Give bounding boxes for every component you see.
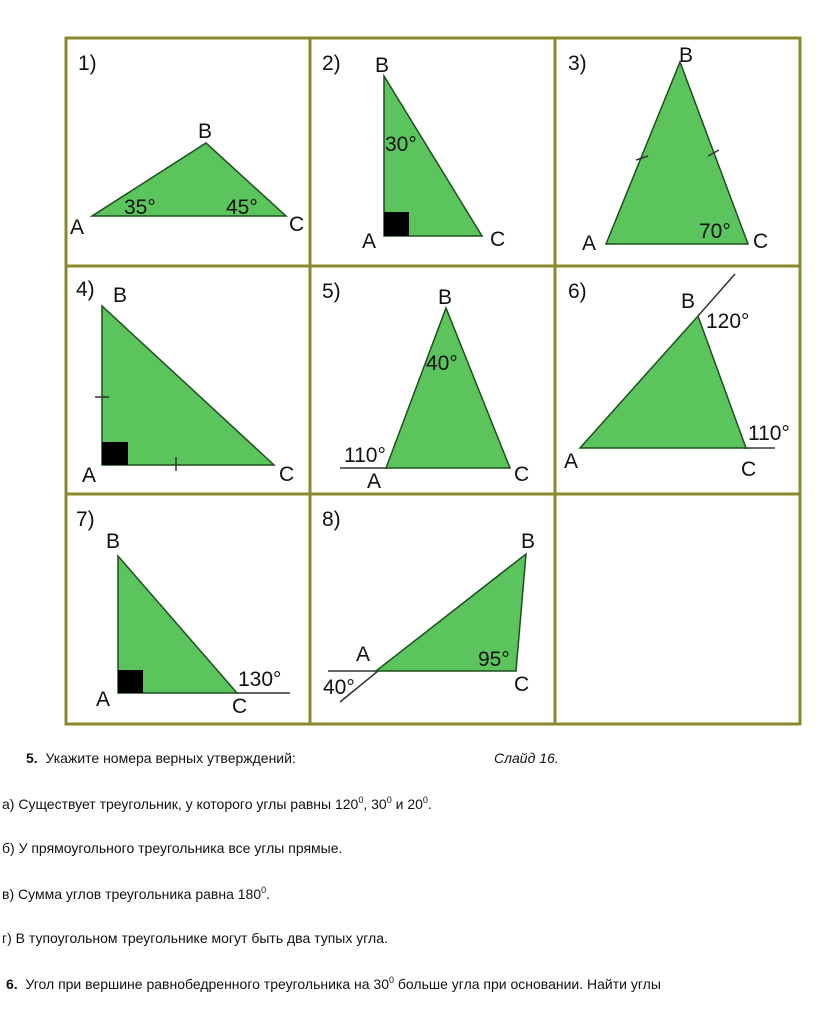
statement-b: б) У прямоугольного треугольника все углы прямые. — [2, 840, 343, 856]
vertex-a-label: A — [96, 688, 111, 711]
vertex-b-label: B — [113, 284, 128, 307]
vertex-a-label: A — [356, 643, 371, 666]
cell-number: 5) — [322, 280, 341, 303]
cell-7 — [76, 508, 290, 718]
angle-label: 40° — [323, 676, 355, 699]
cell-2 — [322, 52, 505, 253]
vertex-b-label: B — [681, 290, 696, 313]
vertex-c-label: C — [514, 463, 530, 486]
right-angle-marker — [118, 670, 143, 693]
cell-3 — [568, 44, 768, 255]
vertex-c-label: C — [753, 230, 769, 253]
question-6: 6. Угол при вершине равнобедренного треугольника на $30^0$ больше угла при основании. Найти углы — [6, 975, 661, 992]
cell-8 — [322, 508, 535, 702]
triangle — [580, 316, 746, 448]
vertex-b-label: B — [438, 286, 453, 309]
angle-label: 35° — [124, 196, 156, 219]
question-number: 5. — [26, 750, 38, 766]
angle-label: 30° — [385, 133, 417, 156]
statement-g: г) В тупоугольном треугольнике могут быть два тупых угла. — [2, 930, 388, 946]
vertex-b-label: B — [679, 44, 694, 67]
slide-label: Слайд 16. — [494, 750, 559, 766]
cell-number: 6) — [568, 280, 587, 303]
vertex-a-label: A — [70, 216, 85, 239]
statement-v: в) Сумма углов треугольника равна $180^0$. — [2, 885, 271, 902]
cell-number: 8) — [322, 508, 341, 531]
angle-label: 130° — [238, 668, 282, 691]
vertex-c-label: C — [232, 695, 248, 718]
vertex-a-label: A — [362, 230, 377, 253]
vertex-a-label: A — [82, 464, 97, 487]
cell-1 — [70, 52, 304, 239]
question-number: 6. — [6, 976, 18, 992]
vertex-b-label: B — [198, 120, 213, 143]
angle-label: 40° — [426, 352, 458, 375]
vertex-c-label: C — [279, 463, 295, 486]
angle-label: 70° — [699, 220, 731, 243]
cell-5 — [322, 280, 529, 493]
cell-4 — [76, 278, 294, 487]
cell-number: 2) — [322, 52, 341, 75]
vertex-c-label: C — [289, 213, 305, 236]
angle-label: 95° — [478, 648, 510, 671]
vertex-c-label: C — [514, 673, 530, 696]
question-5 — [26, 750, 296, 766]
vertex-c-label: C — [741, 458, 757, 481]
vertex-a-label: A — [564, 450, 579, 473]
statement-a: а) Существует треугольник, у которого углы равны $120^0$, $30^0$ и $20^0$. — [2, 795, 432, 812]
vertex-b-label: B — [521, 530, 536, 553]
vertex-b-label: B — [106, 530, 121, 553]
angle-label: 45° — [226, 196, 258, 219]
cell-number: 1) — [78, 52, 97, 75]
cell-6 — [564, 274, 790, 481]
right-angle-marker — [102, 442, 128, 465]
angle-label: 110° — [344, 444, 386, 467]
vertex-c-label: C — [490, 228, 506, 251]
vertex-b-label: B — [375, 54, 390, 77]
vertex-a-label: A — [582, 232, 597, 255]
cell-number: 7) — [76, 508, 95, 531]
cell-number: 4) — [76, 278, 95, 301]
triangle — [102, 306, 274, 465]
right-angle-marker — [384, 212, 409, 236]
cell-number: 3) — [568, 52, 587, 75]
question-text: Укажите номера верных утверждений: — [45, 750, 296, 766]
angle-label: 110° — [748, 422, 790, 445]
triangle — [606, 62, 748, 244]
triangle — [386, 308, 510, 468]
vertex-a-label: A — [367, 470, 382, 493]
angle-label: 120° — [706, 310, 750, 333]
